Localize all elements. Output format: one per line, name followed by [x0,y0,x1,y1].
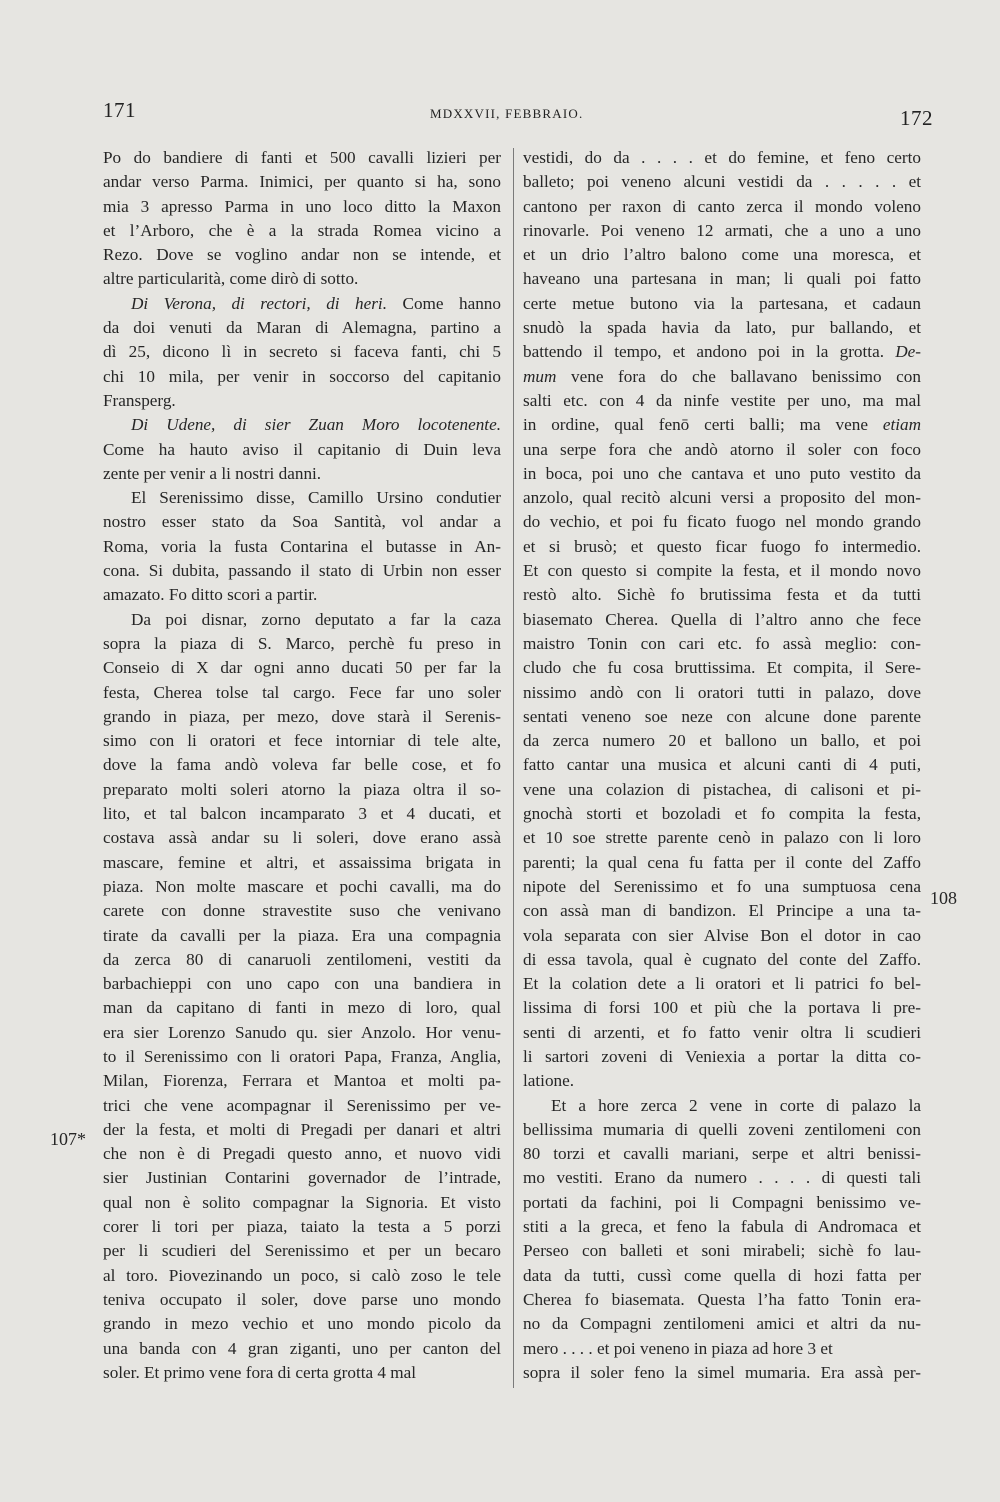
text-line: snudò la spada havia da lato, pur ballando, et [523,318,921,338]
text-line: trici che vene acompagnar il Serenissimo per ve- [103,1095,501,1115]
text-line: teniva occupato il soler, dove parse uno mondo [103,1289,501,1309]
page-number-right: 172 [900,106,933,130]
text-line: to il Serenissimo con li oratori Papa, Franza, Anglia, [103,1046,501,1066]
text-line: et l’Arboro, che è a la strada Romea vicino a [103,220,501,240]
text-line: Di Verona, di rectori, di heri. Come hanno [131,293,501,313]
text-line: Come ha hauto aviso il capitanio di Duin leva [103,439,501,459]
text-line: Et con questo si compite la festa, et il mondo novo [523,561,921,581]
running-title: MDXXVII, FEBBRAIO. [430,106,584,121]
text-line: vene una colazion di pistachea, di calisoni et pi- [523,779,921,799]
text-line: senti di arzenti, et fo fatto venir oltra li scudieri [523,1022,921,1042]
margin-reference-right: 108 [930,888,957,908]
text-line: El Serenissimo disse, Camillo Ursino condutier [131,488,501,508]
text-line: grando in piaza, per mezo, dove starà il Serenis- [103,706,501,726]
page-number-left: 171 [103,98,136,122]
text-line: da zerca numero 20 et ballono un ballo, et poi [523,731,921,751]
text-line: sier Justinian Contarini governador de l’intrade, [103,1168,501,1188]
text-line: parenti; la qual cena fu fatta per il conte del Zaffo [523,852,921,872]
text-line: lissima di forsi 100 et più che la portava li pre- [523,998,921,1018]
text-line: in boca, poi uno che cantava et uno puto vestito da [523,463,921,483]
text-line: restò alto. Sichè fo brutissima festa et da tutti [523,585,921,605]
text-line: data da tutti, cussì come quella di hozi fatta per [523,1265,921,1285]
text-line: che non è di Pregadi questo anno, et nuovo vidi [103,1144,501,1164]
text-line: Rezo. Dove se voglino andar non se intende, et [103,245,501,265]
text-line: in ordine, qual fenō certi balli; ma vene etiam [523,415,921,435]
text-line: corer li tori per piaza, taiato la testa a 5 porzi [103,1217,501,1237]
text-line: Cherea fo biasemata. Questa l’ha fatto Tonin era- [523,1289,921,1309]
text-line: sopra il soler feno la simel mumaria. Era assà per- [523,1362,921,1382]
text-line: zente per venir a li nostri danni. [103,463,322,483]
text-line: una serpe fora che andò atorno il soler con foco [523,439,921,459]
text-line: nostro esser stato da Soa Santità, vol andar a [103,512,501,532]
text-line: sentati veneno soe neze con alcune done parente [523,706,921,726]
text-line: nissimo andò con li oratori tutti in palazo, dove [523,682,921,702]
text-line: amazato. Fo ditto scori a partir. [103,585,318,605]
text-line: con assà man di bandizon. El Principe a una ta- [523,901,921,921]
text-line: Roma, voria la fusta Contarina el butasse in An- [103,536,501,556]
text-line: sopra la piaza di S. Marco, perchè fu preso in [103,633,501,653]
text-line: Da poi disnar, zorno deputato a far la caza [131,609,501,629]
text-line: preparato molti soleri atorno la piaza oltra il so- [103,779,501,799]
text-line: der la festa, et molti di Pregadi per danari et altri [103,1119,501,1139]
text-line: maistro Tonin con cari etc. fo assà meglio: con- [523,633,921,653]
text-line: andar verso Parma. Inimici, per quanto si ha, sono [103,172,501,192]
text-line: simo con li oratori et fece intorniar di tele alte, [103,731,501,751]
text-line: portati da fachini, poi li Compagni benissimo ve- [523,1192,921,1212]
text-line: balleto; poi veneno alcuni vestidi da . . . . . et [523,172,921,192]
text-line: cludo che fu cosa bruttissima. Et compita, il Sere- [523,658,921,678]
text-line: Po do bandiere di fanti et 500 cavalli lizieri per [103,148,501,167]
text-line: man da capitano di fanti in mezo di loro, qual [103,998,501,1018]
column-divider [513,148,514,1388]
text-line: et si brusò; et questo ficar fuogo fo intermedio. [523,536,921,556]
text-line: vola separata con sier Alvise Bon el dotor in cao [523,925,921,945]
text-line: Milan, Fiorenza, Ferrara et Mantoa et molti pa- [103,1071,501,1091]
text-line: dì 25, dicono lì in secreto si faceva fanti, chi 5 [103,342,501,362]
text-line: costava assà andar su li soleri, dove erano assà [103,828,501,848]
text-line: stiti a la greca, et feno la fabula di Andromaca et [523,1217,921,1237]
text-line: barbachieppi con uno capo con una bandiera in [103,974,501,994]
text-line: mero . . . . et poi veneno in piaza ad hore 3 et [523,1338,833,1358]
text-line: per li scudieri del Serenissimo et per un becaro [103,1241,501,1261]
text-line: vestidi, do da . . . . et do femine, et feno certo [523,148,921,167]
text-line: carete con donne stravestite suso che venivano [103,901,501,921]
text-line: do vechio, et poi fu ficato fuogo nel mondo grando [523,512,921,532]
text-line: grando in mezo vechio et uno mondo picolo da [103,1314,501,1334]
text-line: Di Udene, di sier Zuan Moro locotenente. [131,415,501,435]
text-line: chi 10 mila, per venir in soccorso del capitanio [103,366,501,386]
text-line: da zerca 80 di canaruoli zentilomeni, vestiti da [103,949,501,969]
text-line: battendo il tempo, et andono poi in la grotta. De- [523,342,921,362]
text-line: altre particularità, come dirò di sotto. [103,269,359,289]
text-line: dove la fama andò voleva far belle cose, et fo [103,755,501,775]
text-line: et 10 soe strette parente cenò in palazo con li loro [523,828,921,848]
text-line: da doi venuti da Maran di Alemagna, partino a [103,318,501,338]
text-line: 80 torzi et cavalli mariani, serpe et altri benissi- [523,1144,921,1164]
text-line: di essa tavola, qual è cugnato del conte del Zaffo. [523,949,921,969]
text-line: piaza. Non molte mascare et pochi cavalli, ma do [103,876,501,896]
text-line: tirate da cavalli per la piaza. Era una compagnia [103,925,501,945]
text-line: nipote del Serenissimo et fo una sumptuosa cena [523,876,921,896]
text-line: li sartori zoveni di Veniexia a portar la ditta co- [523,1046,921,1066]
text-line: gnochà storti et bozoladi et fo compita la festa, [523,804,921,824]
text-line: bellissima mumaria di quelli zoveni zentilomeni con [523,1119,921,1139]
text-line: Et a hore zerca 2 vene in corte di palazo la [551,1095,921,1115]
text-line: cona. Si dubita, passando il stato di Urbin non esser [103,561,501,581]
text-line: mum vene fora do che ballavano benissimo con [523,366,921,386]
left-column [103,146,501,1385]
text-line: mo vestiti. Erano da numero . . . . di questi tali [523,1168,921,1188]
text-line: latione. [523,1071,575,1091]
text-line: cantono per raxon di canto zerca il mondo voleno [523,196,921,216]
text-line: qual non è solito compagnar la Signoria. Et visto [103,1192,501,1212]
text-line: fatto cantar una musica et alcuni canti di 4 puti, [523,755,921,775]
text-line: Perseo con balleti et soni mirabeli; sichè fo lau- [523,1241,921,1261]
text-line: no da Compagni zentilomeni amici et altri da nu- [523,1314,921,1334]
text-line: salti etc. con 4 da ninfe vestite per uno, ma mal [523,390,921,410]
text-line: lito, et tal balcon incamparato 3 et 4 ducati, et [103,804,501,824]
text-line: soler. Et primo vene fora di certa grotta 4 mal [103,1362,417,1382]
text-line: haveano una partesana in man; li quali poi fatto [523,269,921,289]
text-line: rinovarle. Poi veneno 12 armati, che a uno a uno [523,220,921,240]
text-line: anzolo, qual recitò alcuni versi a proposito del mon- [523,488,921,508]
text-line: et un drio l’altro balono come una moresca, et [523,245,921,265]
text-line: biasemato Cherea. Quella di l’altro anno che fece [523,609,921,629]
text-line: al toro. Piovezinando un poco, si calò zoso le tele [103,1265,501,1285]
text-line: mascare, femine et altri, et assaissima brigata in [103,852,501,872]
text-line: Et la colation dete a li oratori et li patrici fo bel- [523,974,921,994]
text-line: Fransperg. [103,390,176,410]
text-line: Conseio di X dar ogni anno ducati 50 per far la [103,658,501,678]
text-line: una banda con 4 gran ziganti, uno per canton del [103,1338,501,1358]
text-line: era sier Lorenzo Sanudo qu. sier Anzolo. Hor venu- [103,1022,501,1042]
text-line: certe metue butono via la partesana, et cadaun [523,293,921,313]
margin-reference-left: 107* [50,1129,86,1149]
right-column [523,146,921,1385]
text-line: mia 3 apresso Parma in uno loco ditto la Maxon [103,196,501,216]
text-line: festa, Cherea tolse tal cargo. Fece far uno soler [103,682,501,702]
